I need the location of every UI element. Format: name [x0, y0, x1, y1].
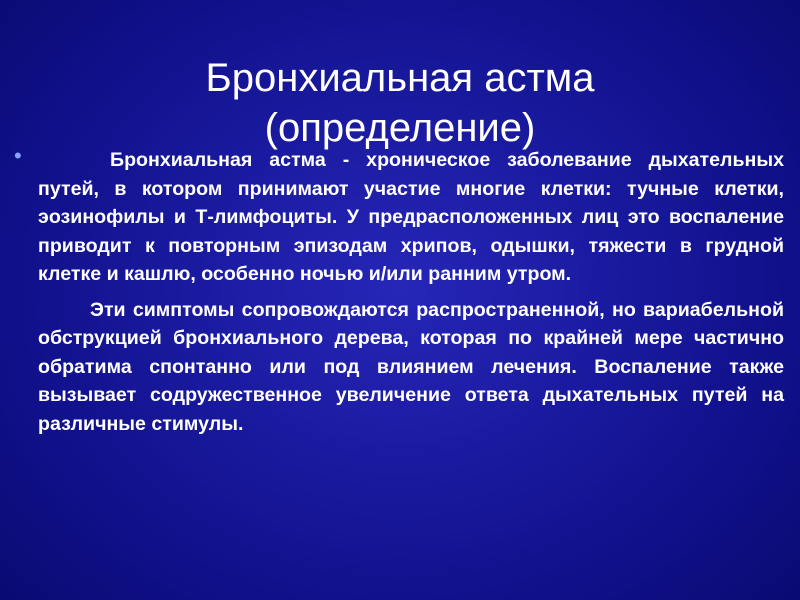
- symptoms-paragraph: Эти симптомы сопровождаются распространенной, но вариабельной обструкцией бронхиального дерева, которая по крайней мере частично обратима спонтанно или под влиянием лечения. Воспаление также вызывает содружественное увеличение ответа дыхательных путей на различные стимулы.: [38, 298, 784, 435]
- slide-body: [14, 143, 784, 438]
- bullet-icon: •: [14, 143, 22, 168]
- definition-paragraph: Бронхиальная астма - хроническое заболевание дыхательных путей, в котором принимают участие многие клетки: тучные клетки, эозинофилы и Т-лимфоциты. У предрасположенных лиц это воспаление приводит к повторным эпизодам хрипов, одышки, тяжести в грудной клетке и кашлю, особенно ночью и/или ранним утром.: [38, 149, 784, 285]
- title-line-1: Бронхиальная астма: [205, 55, 595, 100]
- slide-title: [0, 53, 800, 153]
- title-line-2: (определение): [264, 105, 536, 150]
